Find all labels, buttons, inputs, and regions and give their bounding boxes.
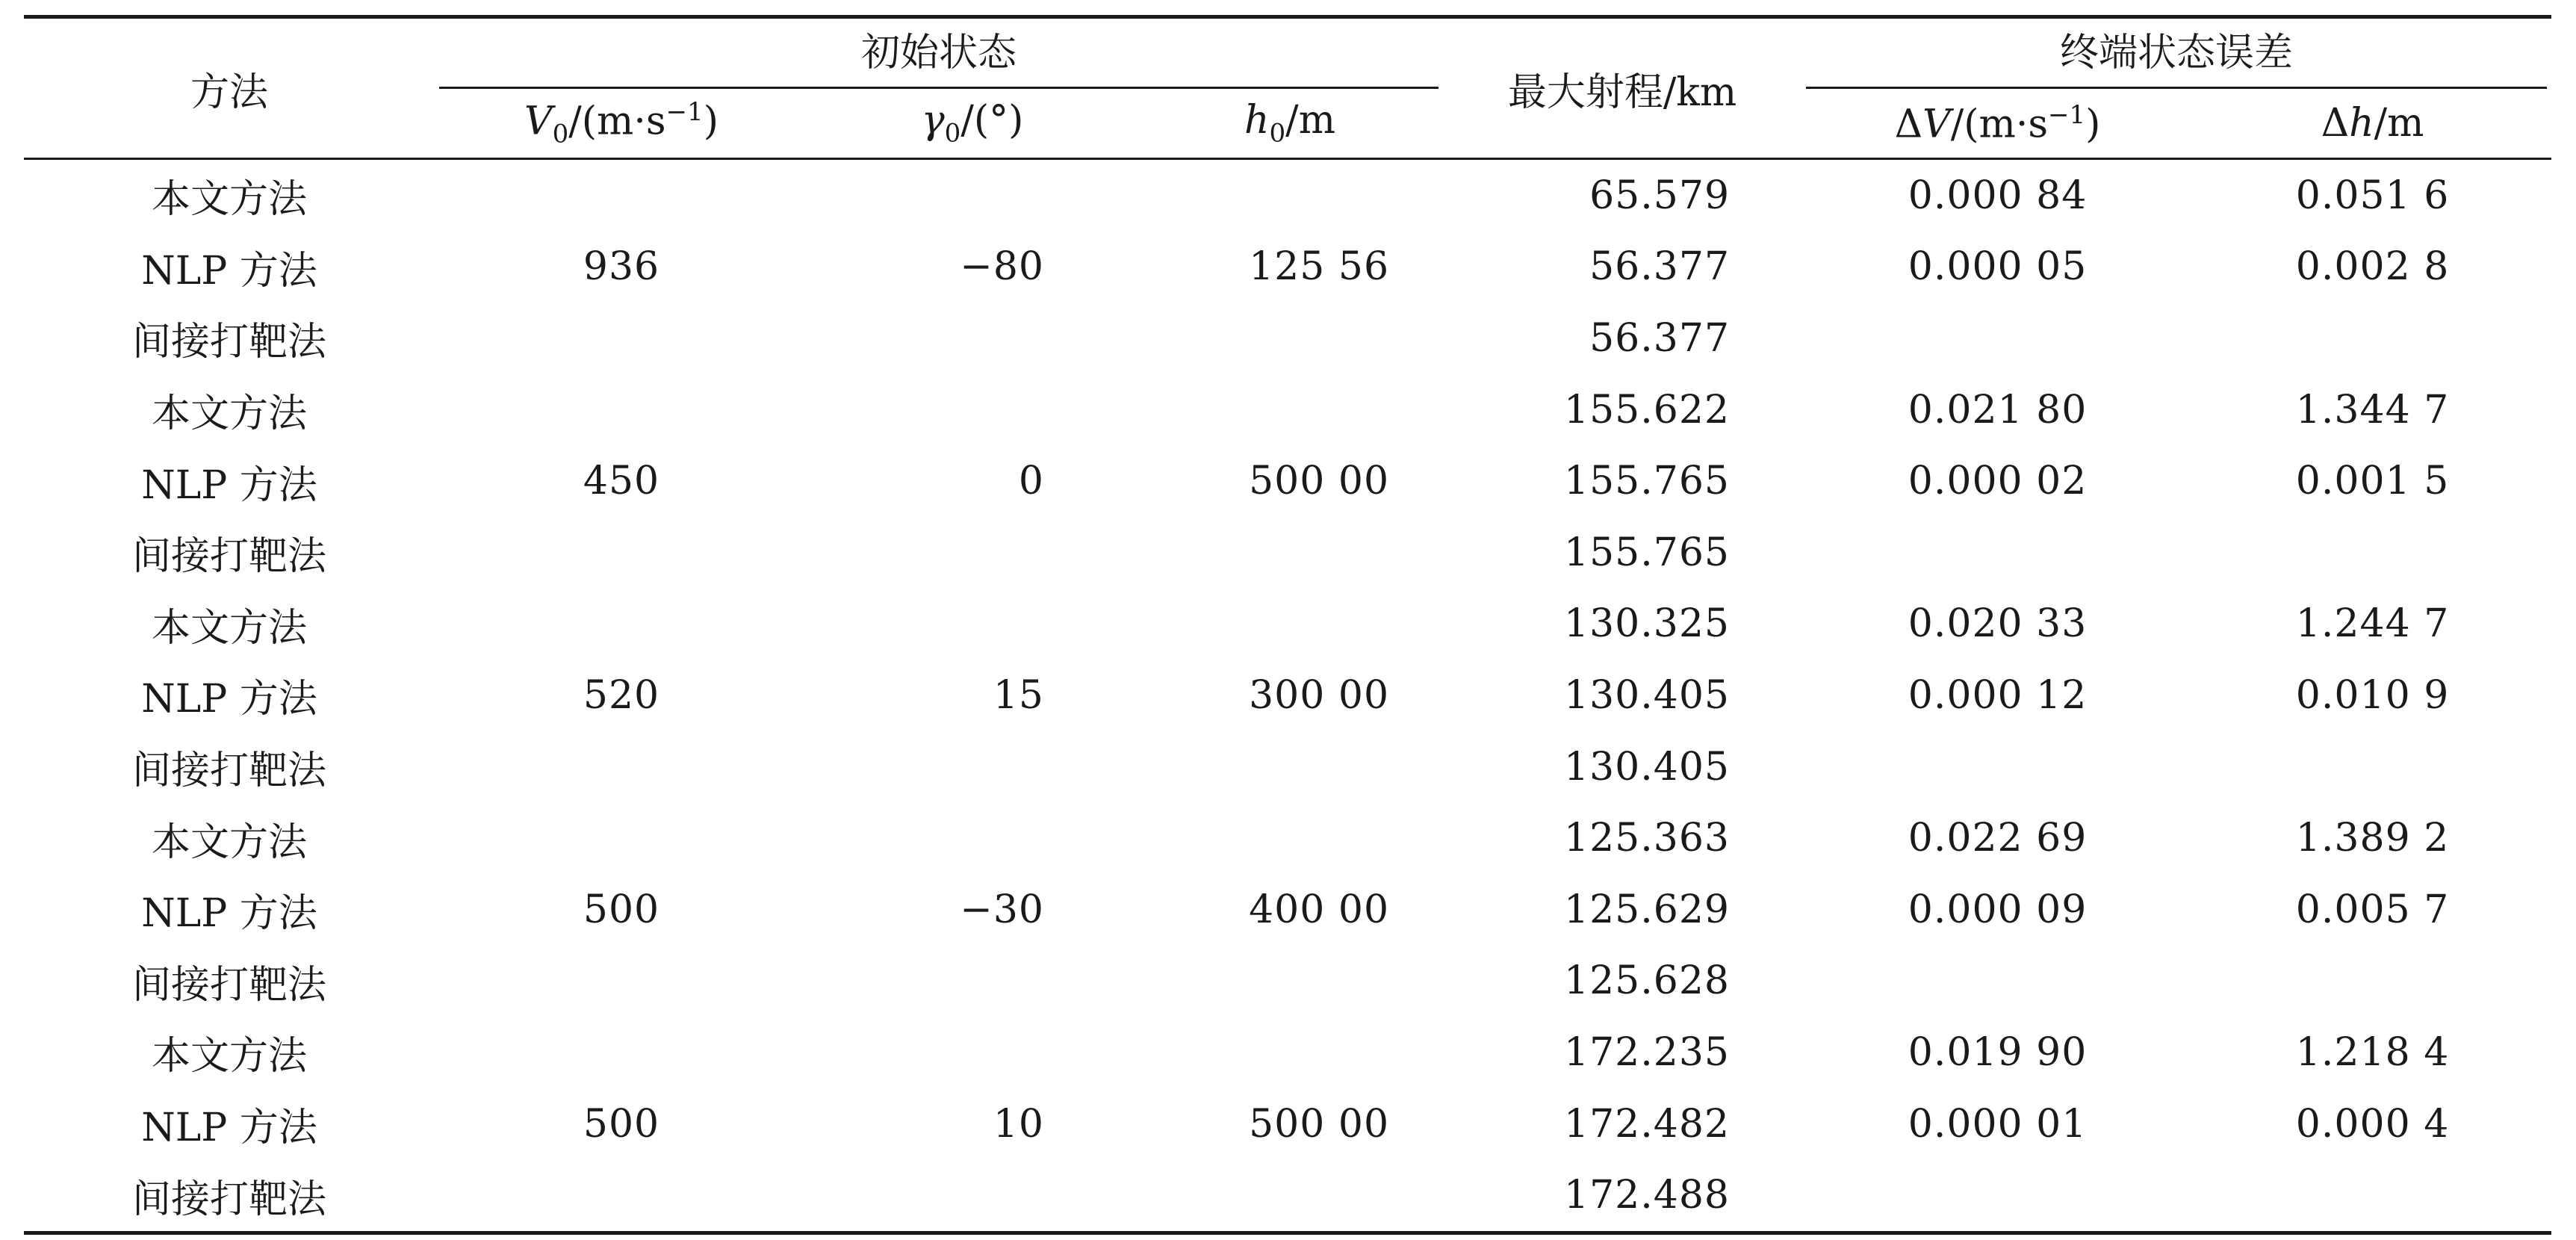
delta-v-cell (1801, 946, 2194, 1017)
delta-h-cell: 1.244 7 (2295, 601, 2450, 647)
method-cell: 本文方法 (151, 177, 307, 223)
empty-cell (1137, 589, 1443, 660)
empty-cell (808, 802, 1137, 874)
header-v0: $V_0/(m\cdot s^{-1})$ (435, 89, 808, 159)
empty-cell (1137, 731, 1443, 803)
empty-cell (435, 1159, 808, 1233)
empty-cell (808, 1159, 1137, 1233)
table-row (24, 1159, 2551, 1233)
method-cell: 间接打靶法 (131, 320, 326, 365)
table-row (24, 874, 2551, 946)
empty-cell (435, 303, 808, 374)
method-cell: 本文方法 (151, 1034, 307, 1079)
header-delta-v: $\Delta V/(m\cdot s^{-1})$ (1801, 89, 2194, 159)
header-initial-state-label: 初始状态 (861, 30, 1017, 75)
delta-v-cell: 0.022 69 (1908, 816, 2088, 861)
table-header (24, 17, 2551, 159)
header-method: 方法 (24, 17, 435, 159)
method-cell: NLP 方法 (141, 677, 317, 722)
max-range-cell: 65.579 (1589, 173, 1731, 218)
delta-h-cell (2194, 517, 2551, 589)
table-row (24, 946, 2551, 1017)
max-range-cell: 130.325 (1563, 601, 1731, 647)
max-range-cell: 56.377 (1589, 244, 1731, 290)
delta-h-cell: 0.005 7 (2295, 887, 2450, 932)
delta-h-cell (2194, 946, 2551, 1017)
delta-v-cell: 0.020 33 (1908, 601, 2088, 647)
max-range-cell: 172.488 (1443, 1159, 1801, 1233)
empty-cell (808, 589, 1137, 660)
method-cell: 间接打靶法 (24, 1159, 435, 1233)
header-h0: $h_0/m$ (1137, 89, 1443, 159)
max-range-cell: 155.622 (1563, 387, 1731, 433)
delta-v-cell (1801, 731, 2194, 803)
h0-cell: 500 00 (1249, 459, 1390, 504)
delta-v-cell: 0.000 09 (1908, 887, 2088, 932)
empty-cell (435, 159, 808, 232)
gamma0-cell: 15 (993, 672, 1044, 718)
method-cell: 本文方法 (151, 605, 307, 651)
delta-h-cell: 0.010 9 (2295, 672, 2450, 718)
empty-cell (808, 517, 1137, 589)
method-cell: 间接打靶法 (131, 748, 326, 794)
header-delta-h: Δh/m (2194, 89, 2551, 159)
empty-cell (435, 589, 808, 660)
v0-cell: 520 (583, 672, 660, 718)
method-cell: 间接打靶法 (131, 962, 326, 1008)
delta-h-cell: 0.051 6 (2295, 173, 2450, 218)
empty-cell (1137, 1017, 1443, 1088)
empty-cell (808, 374, 1137, 446)
header-initial-state (435, 17, 1443, 90)
v0-cell: 936 (583, 244, 660, 290)
table-row (24, 802, 2551, 874)
v0-cell: 450 (583, 459, 660, 504)
h0-cell: 500 00 (1249, 1101, 1390, 1147)
gamma0-cell: −80 (960, 244, 1044, 290)
table-row (24, 445, 2551, 517)
max-range-cell: 172.482 (1563, 1101, 1731, 1147)
v0-cell: 500 (583, 887, 660, 932)
v0-cell: 500 (583, 1101, 660, 1147)
max-range-cell: 130.405 (1563, 744, 1731, 790)
empty-cell (1137, 1159, 1443, 1233)
method-cell: NLP 方法 (141, 462, 317, 508)
delta-h-cell (2194, 1159, 2551, 1233)
empty-cell (1137, 374, 1443, 446)
h0-cell: 125 56 (1249, 244, 1390, 290)
header-gamma0: $\gamma_0/(^\circ)$ (808, 89, 1137, 159)
delta-v-cell: 0.000 84 (1908, 173, 2088, 218)
empty-cell (435, 1017, 808, 1088)
h0-cell: 400 00 (1249, 887, 1390, 932)
max-range-cell: 125.363 (1563, 816, 1731, 861)
delta-v-cell (1801, 303, 2194, 374)
empty-cell (808, 159, 1137, 232)
empty-cell (1137, 159, 1443, 232)
empty-cell (435, 802, 808, 874)
results-table-container (24, 15, 2551, 1235)
delta-v-cell: 0.000 05 (1908, 244, 2088, 290)
gamma0-cell: 0 (1018, 459, 1044, 504)
max-range-cell: 125.629 (1563, 887, 1731, 932)
empty-cell (435, 374, 808, 446)
empty-cell (1137, 303, 1443, 374)
delta-h-cell (2194, 731, 2551, 803)
table-row (24, 517, 2551, 589)
delta-v-cell: 0.000 01 (1908, 1101, 2088, 1147)
delta-h-cell: 0.002 8 (2295, 244, 2450, 290)
delta-v-cell: 0.019 90 (1908, 1029, 2088, 1075)
table-row (24, 660, 2551, 731)
delta-v-cell: 0.000 12 (1908, 672, 2088, 718)
empty-cell (808, 303, 1137, 374)
empty-cell (435, 946, 808, 1017)
delta-h-cell: 1.389 2 (2295, 816, 2450, 861)
table-row (24, 374, 2551, 446)
empty-cell (435, 731, 808, 803)
gamma0-cell: 10 (993, 1101, 1044, 1147)
header-max-range: 最大射程/km (1443, 17, 1801, 159)
delta-v-cell: 0.021 80 (1908, 387, 2088, 433)
comparison-table (24, 15, 2551, 1235)
max-range-cell: 56.377 (1589, 315, 1731, 361)
delta-h-cell: 0.001 5 (2295, 459, 2450, 504)
delta-h-cell (2194, 303, 2551, 374)
method-cell: 本文方法 (151, 391, 307, 437)
header-terminal-error (1801, 17, 2551, 90)
empty-cell (1137, 802, 1443, 874)
max-range-cell: 155.765 (1563, 459, 1731, 504)
empty-cell (808, 1017, 1137, 1088)
empty-cell (435, 517, 808, 589)
max-range-cell: 172.235 (1563, 1029, 1731, 1075)
empty-cell (808, 731, 1137, 803)
delta-v-cell (1801, 517, 2194, 589)
table-row (24, 1017, 2551, 1088)
table-row (24, 731, 2551, 803)
method-cell: NLP 方法 (141, 248, 317, 294)
table-row (24, 159, 2551, 232)
header-terminal-error-label: 终端状态误差 (2060, 30, 2294, 75)
table-row (24, 232, 2551, 303)
max-range-cell: 130.405 (1563, 672, 1731, 718)
max-range-cell: 155.765 (1563, 530, 1731, 575)
empty-cell (808, 946, 1137, 1017)
method-cell: 间接打靶法 (131, 534, 326, 580)
delta-h-cell: 1.344 7 (2295, 387, 2450, 433)
delta-h-cell: 0.000 4 (2295, 1101, 2450, 1147)
method-cell: NLP 方法 (141, 1106, 317, 1151)
delta-v-cell: 0.000 02 (1908, 459, 2088, 504)
table-body (24, 159, 2551, 1233)
method-cell: 本文方法 (151, 819, 307, 865)
empty-cell (1137, 517, 1443, 589)
max-range-cell: 125.628 (1563, 958, 1731, 1004)
table-row (24, 303, 2551, 374)
gamma0-cell: −30 (960, 887, 1044, 932)
delta-v-cell (1801, 1159, 2194, 1233)
table-row (24, 589, 2551, 660)
delta-h-cell: 1.218 4 (2295, 1029, 2450, 1075)
method-cell: NLP 方法 (141, 891, 317, 937)
table-row (24, 1088, 2551, 1160)
h0-cell: 300 00 (1249, 672, 1390, 718)
empty-cell (1137, 946, 1443, 1017)
